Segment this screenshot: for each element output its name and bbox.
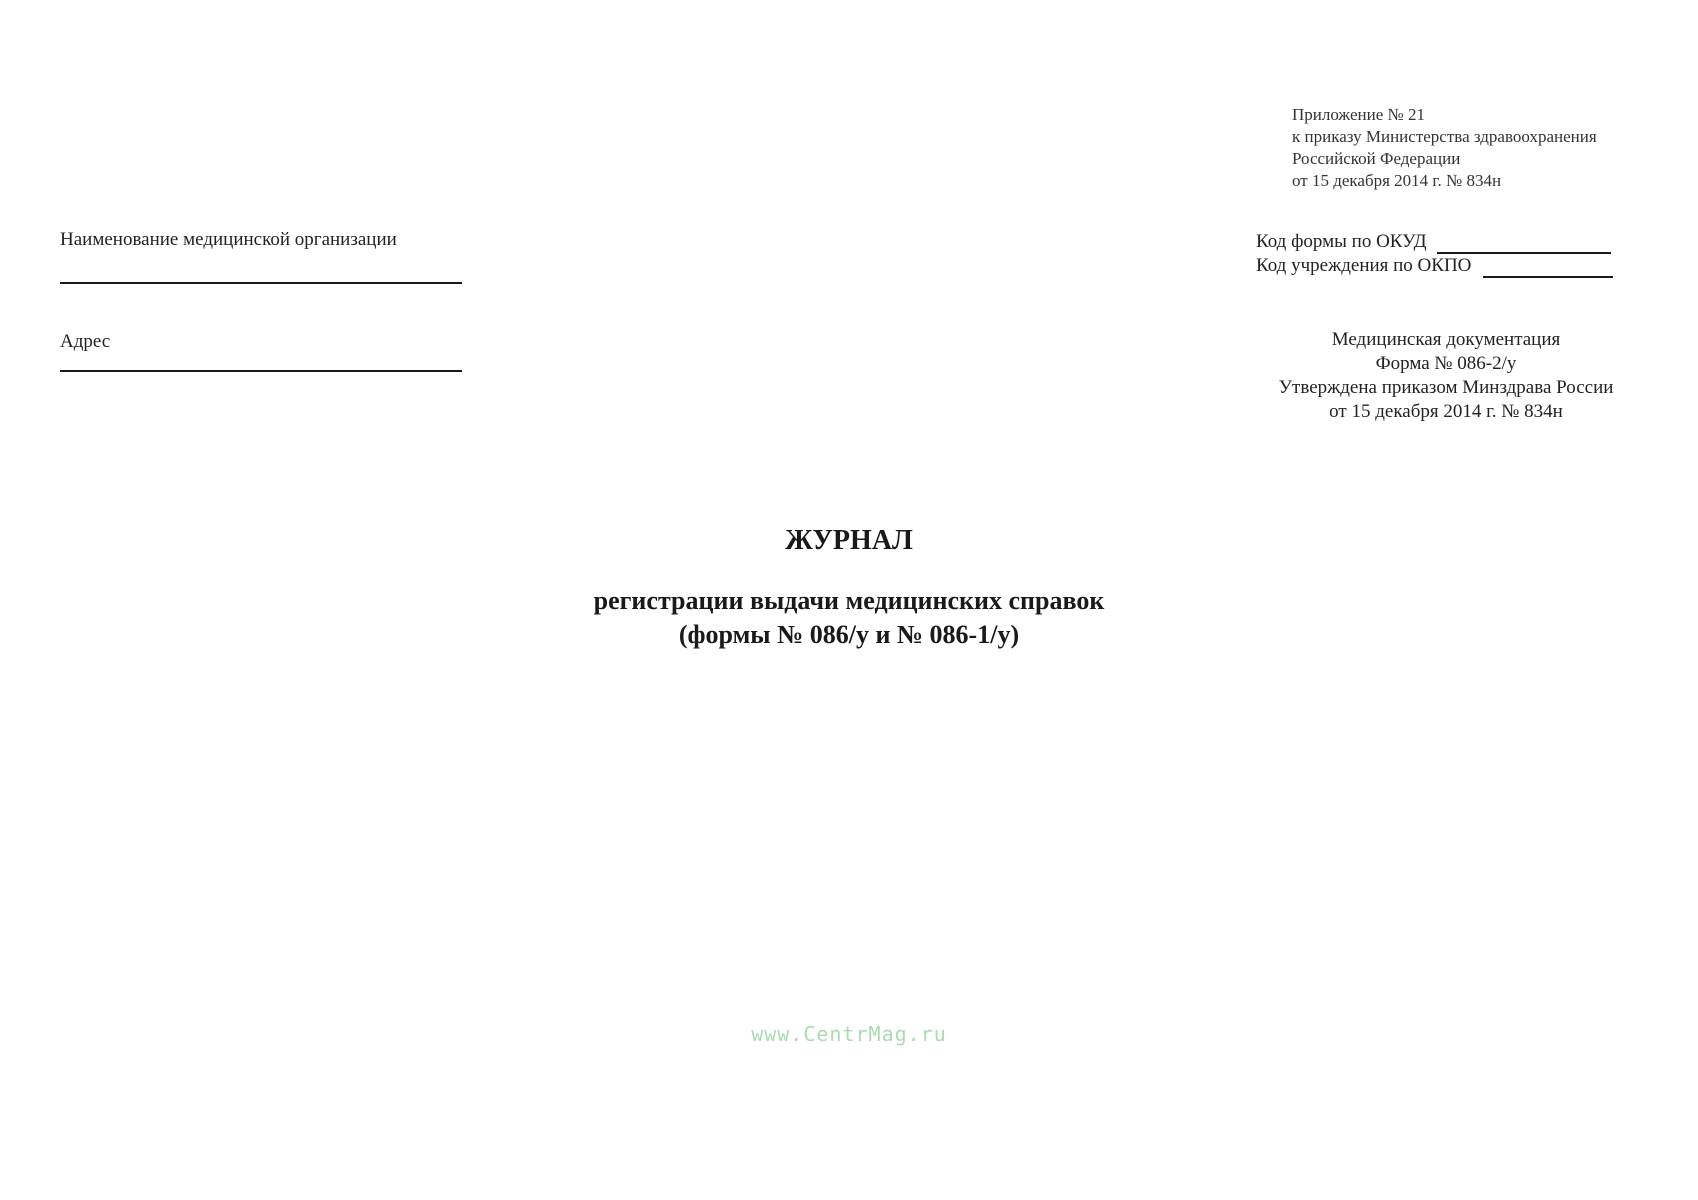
document-title: ЖУРНАЛ: [785, 525, 913, 556]
appendix-line-2: к приказу Министерства здравоохранения: [1292, 127, 1597, 146]
watermark-text: www.CentrMag.ru: [751, 1022, 947, 1046]
okpo-code-row: [1256, 254, 1636, 278]
address-field: [60, 370, 462, 372]
subtitle-line-2: (формы № 086/у и № 086-1/у): [678, 620, 1020, 649]
appendix-line-1: Приложение № 21: [1292, 105, 1425, 124]
okud-code-label: Код формы по ОКУД: [1256, 231, 1427, 252]
meddoc-line-2: Форма № 086-2/у: [1375, 353, 1517, 374]
medical-documentation-block: [1256, 328, 1636, 424]
organization-name-label: Наименование медицинской организации: [60, 229, 397, 250]
okpo-code-label: Код учреждения по ОКПО: [1256, 255, 1472, 276]
meddoc-line-1: Медицинская документация: [1331, 329, 1561, 350]
codes-block: [1256, 230, 1636, 278]
okud-code-row: [1256, 230, 1636, 254]
subtitle-line-1: регистрации выдачи медицинских справок: [593, 586, 1105, 615]
appendix-block: [1292, 104, 1672, 192]
meddoc-line-3: Утверждена приказом Минздрава России: [1278, 377, 1614, 398]
address-label: Адрес: [60, 331, 111, 352]
meddoc-line-4: от 15 декабря 2014 г. № 834н: [1329, 401, 1563, 422]
okpo-code-field: [1483, 258, 1613, 278]
document-subtitle: [0, 584, 1698, 652]
okud-code-field: [1437, 234, 1611, 254]
appendix-line-4: от 15 декабря 2014 г. № 834н: [1292, 171, 1502, 190]
appendix-line-3: Российской Федерации: [1292, 149, 1461, 168]
organization-name-field: [60, 282, 462, 284]
organization-block: [60, 228, 462, 372]
